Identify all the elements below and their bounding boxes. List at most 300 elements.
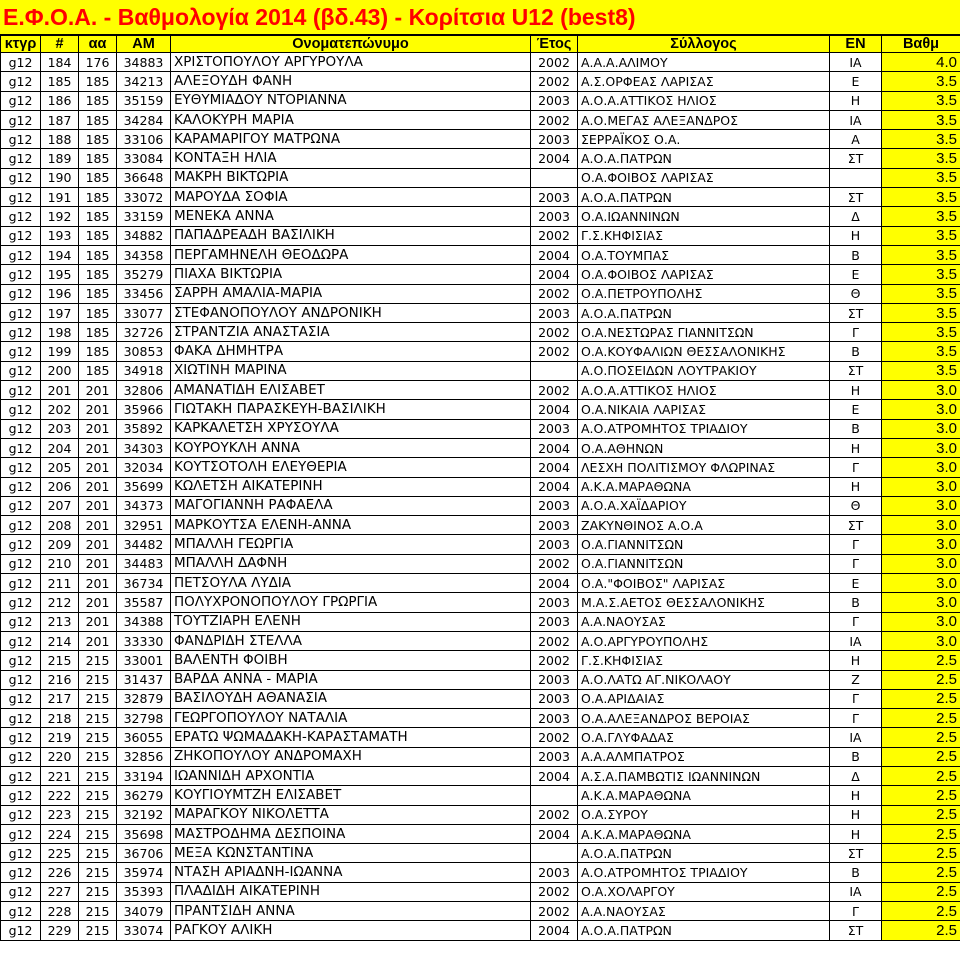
cell-year <box>531 361 578 380</box>
table-row <box>1 245 960 264</box>
table-row <box>1 651 960 670</box>
cell-name: ΠΕΤΣΟΥΛΑ ΛΥΔΙΑ <box>171 574 531 593</box>
cell-category: g12 <box>1 631 41 650</box>
cell-registration: 33106 <box>117 130 171 149</box>
cell-year: 2004 <box>531 458 578 477</box>
cell-registration: 34284 <box>117 110 171 129</box>
cell-year: 2003 <box>531 593 578 612</box>
cell-registration: 33077 <box>117 303 171 322</box>
cell-name: ΚΑΡΚΑΛΕΤΣΗ ΧΡΥΣΟΥΛΑ <box>171 419 531 438</box>
cell-registration: 32856 <box>117 747 171 766</box>
cell-score: 3.0 <box>882 574 960 593</box>
cell-registration: 32806 <box>117 381 171 400</box>
cell-union <box>830 168 882 187</box>
cell-name: ΠΟΛΥΧΡΟΝΟΠΟΥΛΟΥ ΓΡΩΡΓΙΑ <box>171 593 531 612</box>
cell-score: 3.5 <box>882 265 960 284</box>
cell-registration: 32798 <box>117 709 171 728</box>
header-club: Σύλλογος <box>578 36 830 53</box>
table-row <box>1 574 960 593</box>
table-row <box>1 265 960 284</box>
cell-registration: 34388 <box>117 612 171 631</box>
cell-score: 3.5 <box>882 72 960 91</box>
cell-year: 2002 <box>531 110 578 129</box>
table-row <box>1 110 960 129</box>
cell-rank: 198 <box>41 323 79 342</box>
cell-name: ΣΑΡΡΗ ΑΜΑΛΙΑ-ΜΑΡΙΑ <box>171 284 531 303</box>
cell-name: ΦΑΚΑ ΔΗΜΗΤΡΑ <box>171 342 531 361</box>
cell-position: 176 <box>79 53 117 72</box>
cell-name: ΓΙΩΤΑΚΗ ΠΑΡΑΣΚΕΥΗ-ΒΑΣΙΛΙΚΗ <box>171 400 531 419</box>
cell-category: g12 <box>1 149 41 168</box>
cell-name: ΜΑΡΟΥΔΑ ΣΟΦΙΑ <box>171 188 531 207</box>
cell-union: Γ <box>830 458 882 477</box>
cell-score: 3.0 <box>882 419 960 438</box>
cell-registration: 32726 <box>117 323 171 342</box>
cell-category: g12 <box>1 188 41 207</box>
cell-union: Η <box>830 91 882 110</box>
cell-category: g12 <box>1 612 41 631</box>
cell-name: ΡΑΓΚΟΥ ΑΛΙΚΗ <box>171 921 531 940</box>
cell-name: ΒΑΣΙΛΟΥΔΗ ΑΘΑΝΑΣΙΑ <box>171 689 531 708</box>
table-row <box>1 921 960 940</box>
cell-score: 2.5 <box>882 824 960 843</box>
cell-union: ΙΑ <box>830 110 882 129</box>
cell-registration: 32879 <box>117 689 171 708</box>
cell-union: Ε <box>830 574 882 593</box>
cell-position: 185 <box>79 110 117 129</box>
cell-union: ΣΤ <box>830 149 882 168</box>
table-row <box>1 766 960 785</box>
cell-year: 2003 <box>531 496 578 515</box>
cell-rank: 210 <box>41 554 79 573</box>
header-rank: # <box>41 36 79 53</box>
cell-union: ΣΤ <box>830 516 882 535</box>
cell-position: 215 <box>79 921 117 940</box>
table-row <box>1 477 960 496</box>
cell-position: 185 <box>79 323 117 342</box>
cell-registration: 36648 <box>117 168 171 187</box>
cell-registration: 35587 <box>117 593 171 612</box>
cell-club: Ο.Α.ΑΘΗΝΩΝ <box>578 438 830 457</box>
cell-union: Θ <box>830 284 882 303</box>
cell-rank: 228 <box>41 902 79 921</box>
cell-club: Ο.Α.ΤΟΥΜΠΑΣ <box>578 245 830 264</box>
cell-union: ΣΤ <box>830 303 882 322</box>
cell-name: ΣΤΡΑΝΤΖΙΑ ΑΝΑΣΤΑΣΙΑ <box>171 323 531 342</box>
cell-rank: 208 <box>41 516 79 535</box>
cell-union: Β <box>830 342 882 361</box>
cell-name: ΦΑΝΔΡΙΔΗ ΣΤΕΛΛΑ <box>171 631 531 650</box>
cell-score: 2.5 <box>882 747 960 766</box>
cell-registration: 34303 <box>117 438 171 457</box>
cell-name: ΠΙΑΧΑ ΒΙΚΤΩΡΙΑ <box>171 265 531 284</box>
cell-rank: 195 <box>41 265 79 284</box>
cell-score: 3.5 <box>882 245 960 264</box>
cell-category: g12 <box>1 844 41 863</box>
cell-score: 3.5 <box>882 168 960 187</box>
cell-rank: 225 <box>41 844 79 863</box>
cell-position: 201 <box>79 477 117 496</box>
cell-position: 185 <box>79 188 117 207</box>
cell-rank: 204 <box>41 438 79 457</box>
cell-club: ΣΕΡΡΑΪΚΟΣ Ο.Α. <box>578 130 830 149</box>
cell-club: Ο.Α.ΓΛΥΦΑΔΑΣ <box>578 728 830 747</box>
cell-rank: 218 <box>41 709 79 728</box>
cell-rank: 213 <box>41 612 79 631</box>
cell-rank: 222 <box>41 786 79 805</box>
cell-category: g12 <box>1 265 41 284</box>
cell-position: 201 <box>79 400 117 419</box>
cell-score: 3.5 <box>882 91 960 110</box>
cell-score: 3.5 <box>882 130 960 149</box>
cell-registration: 35974 <box>117 863 171 882</box>
header-name: Ονοματεπώνυμο <box>171 36 531 53</box>
cell-club: Ο.Α.ΧΟΛΑΡΓΟΥ <box>578 882 830 901</box>
cell-club: Α.Ο.Α.ΠΑΤΡΩΝ <box>578 303 830 322</box>
cell-position: 201 <box>79 554 117 573</box>
cell-registration: 34079 <box>117 902 171 921</box>
cell-score: 3.5 <box>882 361 960 380</box>
cell-union: Γ <box>830 612 882 631</box>
table-row <box>1 381 960 400</box>
cell-rank: 216 <box>41 670 79 689</box>
cell-club: Α.Κ.Α.ΜΑΡΑΘΩΝΑ <box>578 786 830 805</box>
cell-category: g12 <box>1 361 41 380</box>
cell-registration: 36279 <box>117 786 171 805</box>
table-row <box>1 805 960 824</box>
cell-club: Α.Σ.ΟΡΦΕΑΣ ΛΑΡΙΣΑΣ <box>578 72 830 91</box>
cell-union: Δ <box>830 207 882 226</box>
cell-position: 185 <box>79 91 117 110</box>
cell-union: Γ <box>830 709 882 728</box>
cell-rank: 190 <box>41 168 79 187</box>
cell-registration: 35892 <box>117 419 171 438</box>
cell-club: Α.Ο.Α.ΠΑΤΡΩΝ <box>578 921 830 940</box>
cell-rank: 201 <box>41 381 79 400</box>
cell-score: 3.0 <box>882 516 960 535</box>
cell-club: Ο.Α.ΠΕΤΡΟΥΠΟΛΗΣ <box>578 284 830 303</box>
cell-rank: 219 <box>41 728 79 747</box>
cell-club: Ο.Α.ΣΥΡΟΥ <box>578 805 830 824</box>
cell-year: 2002 <box>531 728 578 747</box>
cell-category: g12 <box>1 535 41 554</box>
cell-club: Ο.Α.ΝΙΚΑΙΑ ΛΑΡΙΣΑΣ <box>578 400 830 419</box>
cell-position: 201 <box>79 438 117 457</box>
header-position: αα <box>79 36 117 53</box>
cell-registration: 34882 <box>117 226 171 245</box>
cell-position: 215 <box>79 786 117 805</box>
cell-rank: 185 <box>41 72 79 91</box>
table-row <box>1 844 960 863</box>
header-category: κτγρ <box>1 36 41 53</box>
table-row <box>1 863 960 882</box>
table-row <box>1 786 960 805</box>
cell-rank: 220 <box>41 747 79 766</box>
cell-score: 3.0 <box>882 496 960 515</box>
cell-union: ΙΑ <box>830 631 882 650</box>
cell-union: Δ <box>830 766 882 785</box>
table-row <box>1 535 960 554</box>
cell-score: 2.5 <box>882 882 960 901</box>
cell-registration: 33159 <box>117 207 171 226</box>
cell-year: 2003 <box>531 91 578 110</box>
cell-score: 3.5 <box>882 342 960 361</box>
cell-rank: 229 <box>41 921 79 940</box>
cell-year: 2004 <box>531 149 578 168</box>
table-row <box>1 438 960 457</box>
cell-name: ΜΕΝΕΚΑ ΑΝΝΑ <box>171 207 531 226</box>
cell-rank: 196 <box>41 284 79 303</box>
cell-category: g12 <box>1 882 41 901</box>
cell-rank: 224 <box>41 824 79 843</box>
cell-club: Α.Ο.Α.ΠΑΤΡΩΝ <box>578 844 830 863</box>
cell-club: Ο.Α.ΚΟΥΦΑΛΙΩΝ ΘΕΣΣΑΛΟΝΙΚΗΣ <box>578 342 830 361</box>
cell-club: Ο.Α.ΑΛΕΞΑΝΔΡΟΣ ΒΕΡΟΙΑΣ <box>578 709 830 728</box>
cell-category: g12 <box>1 303 41 322</box>
table-body <box>1 53 960 941</box>
cell-year: 2002 <box>531 902 578 921</box>
cell-score: 2.5 <box>882 709 960 728</box>
cell-name: ΜΠΑΛΛΗ ΓΕΩΡΓΙΑ <box>171 535 531 554</box>
cell-score: 3.5 <box>882 207 960 226</box>
cell-union: Ε <box>830 72 882 91</box>
cell-club: Α.Ο.Α.ΠΑΤΡΩΝ <box>578 149 830 168</box>
cell-score: 2.5 <box>882 902 960 921</box>
cell-score: 2.5 <box>882 786 960 805</box>
cell-club: Α.Α.ΝΑΟΥΣΑΣ <box>578 902 830 921</box>
table-row <box>1 554 960 573</box>
cell-registration: 36055 <box>117 728 171 747</box>
cell-year: 2002 <box>531 72 578 91</box>
table-row <box>1 72 960 91</box>
cell-name: ΑΛΕΞΟΥΔΗ ΦΑΝΗ <box>171 72 531 91</box>
cell-category: g12 <box>1 554 41 573</box>
cell-position: 215 <box>79 747 117 766</box>
cell-category: g12 <box>1 400 41 419</box>
cell-rank: 211 <box>41 574 79 593</box>
cell-year: 2004 <box>531 400 578 419</box>
cell-category: g12 <box>1 72 41 91</box>
cell-registration: 33194 <box>117 766 171 785</box>
cell-year: 2002 <box>531 554 578 573</box>
cell-name: ΖΗΚΟΠΟΥΛΟΥ ΑΝΔΡΟΜΑΧΗ <box>171 747 531 766</box>
cell-position: 215 <box>79 728 117 747</box>
cell-category: g12 <box>1 574 41 593</box>
cell-name: ΒΑΛΕΝΤΗ ΦΟΙΒΗ <box>171 651 531 670</box>
cell-year: 2003 <box>531 188 578 207</box>
cell-position: 185 <box>79 207 117 226</box>
cell-union: Β <box>830 245 882 264</box>
table-row <box>1 168 960 187</box>
table-row <box>1 419 960 438</box>
cell-score: 3.0 <box>882 381 960 400</box>
cell-name: ΕΡΑΤΩ ΨΩΜΑΔΑΚΗ-ΚΑΡΑΣΤΑΜΑΤΗ <box>171 728 531 747</box>
cell-club: Ο.Α.ΦΟΙΒΟΣ ΛΑΡΙΣΑΣ <box>578 265 830 284</box>
cell-rank: 214 <box>41 631 79 650</box>
cell-rank: 187 <box>41 110 79 129</box>
cell-club: Ο.Α.ΓΙΑΝΝΙΤΣΩΝ <box>578 535 830 554</box>
cell-club: Α.Ο.ΠΟΣΕΙΔΩΝ ΛΟΥΤΡΑΚΙΟΥ <box>578 361 830 380</box>
cell-rank: 206 <box>41 477 79 496</box>
cell-year: 2002 <box>531 631 578 650</box>
cell-category: g12 <box>1 516 41 535</box>
cell-category: g12 <box>1 670 41 689</box>
cell-year: 2004 <box>531 766 578 785</box>
cell-registration: 30853 <box>117 342 171 361</box>
cell-union: Θ <box>830 496 882 515</box>
cell-score: 3.5 <box>882 323 960 342</box>
cell-club: Γ.Σ.ΚΗΦΙΣΙΑΣ <box>578 651 830 670</box>
cell-year: 2004 <box>531 477 578 496</box>
cell-position: 201 <box>79 612 117 631</box>
cell-registration: 35393 <box>117 882 171 901</box>
cell-category: g12 <box>1 284 41 303</box>
sheet-title: Ε.Φ.Ο.Α. - Βαθμολογία 2014 (βδ.43) - Κορίτσια U12 (best8) <box>0 0 960 35</box>
cell-year: 2004 <box>531 265 578 284</box>
cell-rank: 209 <box>41 535 79 554</box>
cell-club: ΛΕΣΧΗ ΠΟΛΙΤΙΣΜΟΥ ΦΛΩΡΙΝΑΣ <box>578 458 830 477</box>
table-row <box>1 284 960 303</box>
cell-position: 201 <box>79 419 117 438</box>
cell-registration: 33074 <box>117 921 171 940</box>
cell-rank: 227 <box>41 882 79 901</box>
cell-rank: 215 <box>41 651 79 670</box>
cell-year: 2003 <box>531 670 578 689</box>
cell-category: g12 <box>1 342 41 361</box>
cell-category: g12 <box>1 438 41 457</box>
cell-position: 215 <box>79 902 117 921</box>
cell-year: 2002 <box>531 342 578 361</box>
cell-position: 201 <box>79 496 117 515</box>
cell-name: ΜΑΓΟΓΙΑΝΝΗ ΡΑΦΑΕΛΑ <box>171 496 531 515</box>
cell-score: 2.5 <box>882 805 960 824</box>
cell-position: 185 <box>79 226 117 245</box>
cell-rank: 197 <box>41 303 79 322</box>
cell-rank: 186 <box>41 91 79 110</box>
cell-category: g12 <box>1 689 41 708</box>
cell-score: 3.0 <box>882 458 960 477</box>
cell-name: ΜΑΣΤΡΟΔΗΜΑ ΔΕΣΠΟΙΝΑ <box>171 824 531 843</box>
cell-position: 215 <box>79 766 117 785</box>
cell-name: ΧΙΩΤΙΝΗ ΜΑΡΙΝΑ <box>171 361 531 380</box>
cell-name: ΕΥΘΥΜΙΑΔΟΥ ΝΤΟΡΙΑΝΝΑ <box>171 91 531 110</box>
cell-category: g12 <box>1 91 41 110</box>
cell-registration: 31437 <box>117 670 171 689</box>
cell-registration: 34483 <box>117 554 171 573</box>
cell-union: Η <box>830 651 882 670</box>
cell-name: ΠΑΠΑΔΡΕΑΔΗ ΒΑΣΙΛΙΚΗ <box>171 226 531 245</box>
cell-union: Α <box>830 130 882 149</box>
table-row <box>1 458 960 477</box>
cell-name: ΚΑΡΑΜΑΡΙΓΟΥ ΜΑΤΡΩΝΑ <box>171 130 531 149</box>
cell-union: ΙΑ <box>830 882 882 901</box>
cell-rank: 221 <box>41 766 79 785</box>
cell-union: Β <box>830 863 882 882</box>
table-row <box>1 631 960 650</box>
cell-registration: 34213 <box>117 72 171 91</box>
cell-year: 2002 <box>531 381 578 400</box>
cell-rank: 203 <box>41 419 79 438</box>
cell-union: ΣΤ <box>830 188 882 207</box>
ranking-table <box>0 35 960 941</box>
cell-position: 215 <box>79 670 117 689</box>
cell-position: 201 <box>79 535 117 554</box>
cell-score: 3.5 <box>882 284 960 303</box>
cell-year: 2003 <box>531 689 578 708</box>
cell-club: Α.Α.ΑΛΜΠΑΤΡΟΣ <box>578 747 830 766</box>
cell-registration: 36734 <box>117 574 171 593</box>
cell-score: 3.5 <box>882 188 960 207</box>
cell-registration: 33001 <box>117 651 171 670</box>
cell-registration: 33072 <box>117 188 171 207</box>
cell-year: 2002 <box>531 284 578 303</box>
table-row <box>1 689 960 708</box>
table-row <box>1 53 960 72</box>
cell-category: g12 <box>1 323 41 342</box>
cell-registration: 36706 <box>117 844 171 863</box>
cell-category: g12 <box>1 130 41 149</box>
cell-year: 2003 <box>531 130 578 149</box>
cell-position: 215 <box>79 709 117 728</box>
cell-position: 185 <box>79 149 117 168</box>
cell-category: g12 <box>1 728 41 747</box>
cell-position: 215 <box>79 844 117 863</box>
cell-position: 215 <box>79 689 117 708</box>
table-row <box>1 303 960 322</box>
cell-year: 2004 <box>531 921 578 940</box>
table-row <box>1 728 960 747</box>
cell-score: 2.5 <box>882 766 960 785</box>
cell-category: g12 <box>1 786 41 805</box>
cell-club: Α.Ο.ΜΕΓΑΣ ΑΛΕΞΑΝΔΡΟΣ <box>578 110 830 129</box>
cell-rank: 223 <box>41 805 79 824</box>
cell-union: Γ <box>830 689 882 708</box>
cell-name: ΑΜΑΝΑΤΙΔΗ ΕΛΙΣΑΒΕΤ <box>171 381 531 400</box>
table-row <box>1 149 960 168</box>
cell-category: g12 <box>1 110 41 129</box>
table-row <box>1 747 960 766</box>
cell-score: 2.5 <box>882 844 960 863</box>
cell-category: g12 <box>1 747 41 766</box>
cell-score: 2.5 <box>882 670 960 689</box>
cell-position: 201 <box>79 593 117 612</box>
cell-club: Ο.Α.ΙΩΑΝΝΙΝΩΝ <box>578 207 830 226</box>
cell-category: g12 <box>1 824 41 843</box>
cell-club: Μ.Α.Σ.ΑΕΤΟΣ ΘΕΣΣΑΛΟΝΙΚΗΣ <box>578 593 830 612</box>
header-year: Έτος <box>531 36 578 53</box>
cell-position: 185 <box>79 342 117 361</box>
cell-position: 201 <box>79 574 117 593</box>
cell-registration: 34358 <box>117 245 171 264</box>
cell-registration: 35966 <box>117 400 171 419</box>
cell-category: g12 <box>1 477 41 496</box>
cell-registration: 35279 <box>117 265 171 284</box>
cell-rank: 217 <box>41 689 79 708</box>
table-row <box>1 902 960 921</box>
cell-union: ΣΤ <box>830 921 882 940</box>
cell-name: ΜΑΡΚΟΥΤΣΑ ΕΛΕΝΗ-ΑΝΝΑ <box>171 516 531 535</box>
cell-year: 2002 <box>531 323 578 342</box>
cell-position: 185 <box>79 303 117 322</box>
cell-union: Η <box>830 438 882 457</box>
cell-year: 2003 <box>531 535 578 554</box>
cell-registration: 33330 <box>117 631 171 650</box>
table-row <box>1 516 960 535</box>
cell-club: Α.Ο.Α.ΧΑΪΔΑΡΙΟΥ <box>578 496 830 515</box>
cell-position: 215 <box>79 882 117 901</box>
cell-name: ΠΡΑΝΤΣΙΔΗ ΑΝΝΑ <box>171 902 531 921</box>
cell-name: ΣΤΕΦΑΝΟΠΟΥΛΟΥ ΑΝΔΡΟΝΙΚΗ <box>171 303 531 322</box>
